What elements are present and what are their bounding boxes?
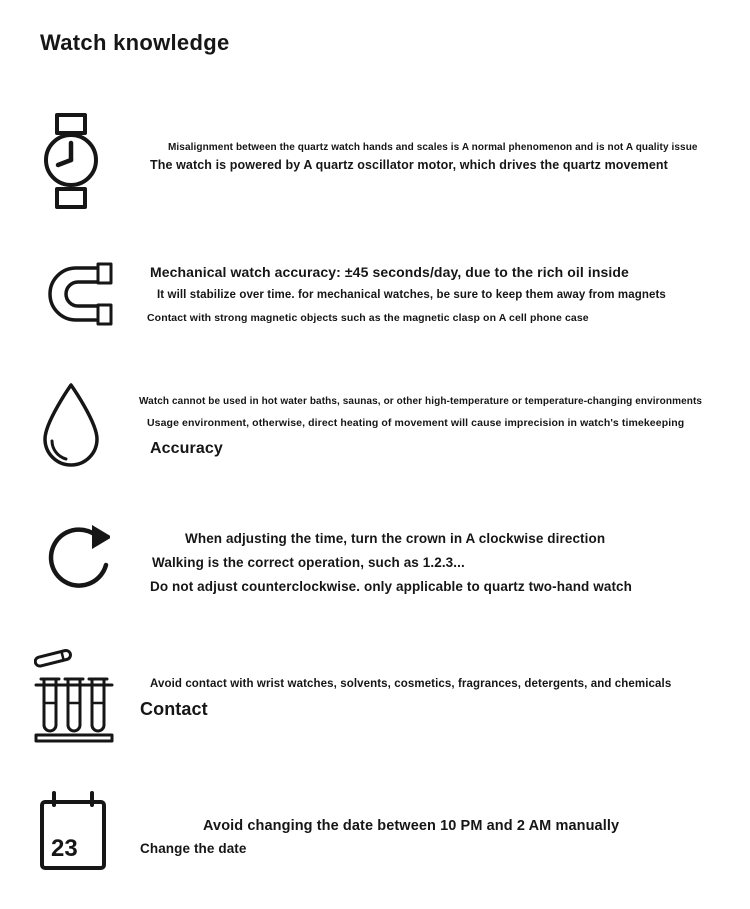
section-heading: Change the date: [140, 841, 247, 856]
calendar-ring-icon: [90, 791, 94, 807]
calendar-ring-icon: [52, 791, 56, 807]
page-title: Watch knowledge: [40, 30, 230, 55]
info-line: Walking is the correct operation, such as 1.2.3...: [152, 555, 465, 570]
watch-icon: [44, 112, 102, 210]
info-line: The watch is powered by A quartz oscillator motor, which drives the quartz movement: [150, 158, 668, 172]
info-line: Watch cannot be used in hot water baths, saunas, or other high-temperature or temperature-changing environments: [139, 396, 703, 407]
calendar-icon: [40, 800, 106, 870]
info-line: Mechanical watch accuracy: ±45 seconds/day, due to the rich oil inside: [150, 264, 629, 280]
clockwise-arrow-icon: [42, 521, 110, 597]
magnet-icon: [42, 262, 118, 326]
info-line: Misalignment between the quartz watch hands and scales is A normal phenomenon and is not A quality issue: [168, 142, 698, 153]
info-line: Avoid changing the date between 10 PM and 2 AM manually: [203, 818, 620, 834]
info-line: When adjusting the time, turn the crown in A clockwise direction: [185, 531, 606, 546]
test-tubes-icon: [34, 645, 114, 745]
calendar-day: 23: [51, 835, 78, 862]
info-line: Contact with strong magnetic objects such as the magnetic clasp on A cell phone case: [147, 312, 589, 324]
water-drop-icon: [40, 382, 102, 470]
info-line: Usage environment, otherwise, direct heating of movement will cause imprecision in watch's timekeeping: [147, 417, 685, 429]
info-line: It will stabilize over time. for mechanical watches, be sure to keep them away from magnets: [157, 289, 666, 301]
info-line: Do not adjust counterclockwise. only applicable to quartz two-hand watch: [150, 579, 632, 594]
section-heading: Contact: [140, 699, 208, 719]
info-line: Avoid contact with wrist watches, solvents, cosmetics, fragrances, detergents, and chemicals: [150, 678, 672, 690]
section-heading: Accuracy: [150, 440, 223, 457]
